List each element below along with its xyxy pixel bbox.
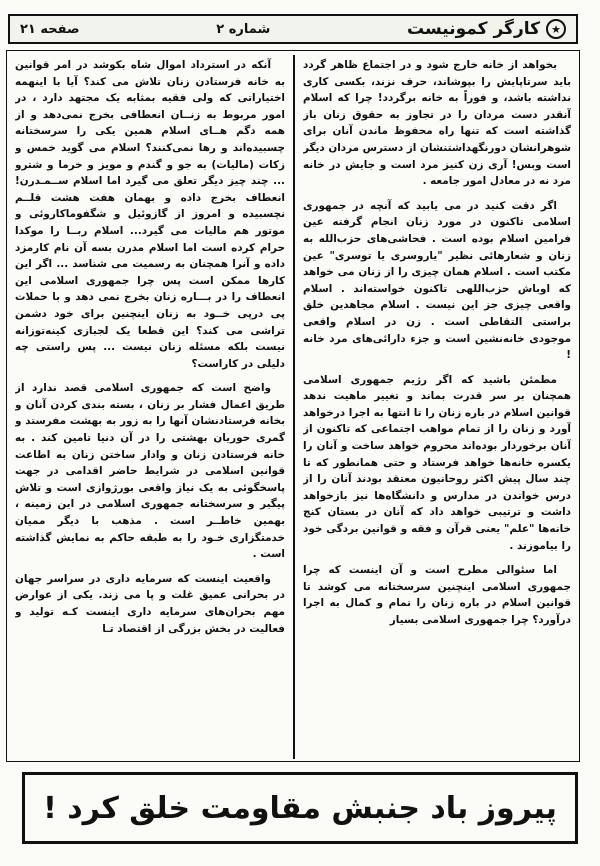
column-right (303, 57, 571, 757)
slogan-text: پیروز باد جنبش مقاومت خلق کرد ! (43, 790, 557, 826)
page-number: صفحه ۲۱ (20, 21, 80, 37)
masthead (407, 19, 566, 39)
paragraph: مطمئن باشید که اگر رژیم جمهوری اسلامی همچنان بر سر قدرت بماند و تغییر ماهیت ندهد قوانین اسلام در باره زنان را تا انتها به اجرا درخواهد آورد و زنان را از تمام مواهب اجتماعی که تاکنون از آنان برخوردار بوده‌اند محروم خواهد ساخت و آنان را یکسره خانه‌ها خواهد فرستاد و حتی همانطور که تا چند سال پیش اکثر روحانیون معتقد بودند آنان را از درس خواندن در مدارس و دانشگاه‌ها نیز بازخواهد داشت و ترتیبی خواهد داد که آنان در بستان کنج خانه‌ها "علم" یعنی قرآن و فقه و قوانین بردگی خود را بیاموزند . (303, 373, 571, 552)
paragraph: واضح است که جمهوری اسلامی قصد ندارد از طریق اعمال فشار بر زنان ، بسته بندی کردن آنان و بخانه فرستادنشان آنها را به زور به بهشت مفرستد و گمری حوریان بهشتی را در آن دنیا تامین کند . به خانه فرستادن زنان و وادار ساختن زنان به اطاعت قوانین اسلامی در شرایط حاضر اقدامی در جهت پاسخگوئی به یک نیاز واقعی بورژوازی است و تلاش پیگیر و سرسختانه جمهوری اسلامی در این زمینه ، بهمین خاطــر است . مذهب با دیگر ممیان خدمتگزاری خـود را به طبقه حاکم به نمایش گذاشته است . (15, 382, 285, 561)
page-header (8, 14, 578, 44)
column-left (15, 57, 285, 757)
paragraph: واقعیت اینست که سرمایه داری در سراسر جهان در بحرانی عمیق غلت و پا می زند. یکی از عوارض مهم بحران‌های سرمایه داری اینست کـه تولید و فعالیت در بخش بزرگی از اقتصاد تـا (15, 572, 285, 635)
paragraph: آنکه در استرداد اموال شاه بکوشد در امر قوانین به خانه فرستادن زنان تلاش می کند؟ آیا با اینهمه اختیاراتی که ولی فقیه بمثابه یک مجتهد دارد ، در امور مربوط به زنــان انعطافی بخرج نمی‌دهد و از همه دگم هــای اسلام همین یکی را سرسختانه چسبیده‌اند و رها نمی‌کنند؟ اسلام می گوید خمس و زکات (مالیات) به جو و گندم و مویز و خرما و شترو ... چند چیز دیگر تعلق می گیرد اما اسلام ســمـدرن! انعطاف بخرج داده و بهمان هفت هشت قلــم نچسبیده و امروز از گازوئیل و شگفوماکاروئی و موتور هم مالیات می گیرد... اسلام ربــا را موکدا حرام کرده است اما اسلام مدرن بسه آن نام کارمزد داده و آنرا همچنان به رسمیت می شناسد ... اگر این کارها ممکن است پس چرا جمهوری اسلامی این انعطاف را در بـــاره زنان بخرج نمی دهد و با حملات پی درپی خــود به زنان اینچنین برای خود دشمن تراشی می کند؟ این قطعا یک لجبازی کینه‌توزانه نیست بلکه مسئله زنان نیست ... پس راستی چه دلیلی در کاراست؟ (15, 59, 285, 370)
paragraph: بخواهد از خانه خارج شود و در اجتماع ظاهر گردد باید سرتاپایش را بپوشاند، حرف نزند، بکسی کاری نداشته باشد، و فوراً به خانه برگردد! چرا که اسلام آنقدر دست مردان را در تجاوز به حقوق زنان باز گذاشته است که تنها راه محفوظ ماندن آنان برای شوهرانشان دورنگهداشتنشان از دسترس مردان دیگر است وبس! آری زن کنیز مرد است و جایش در خانه مرد نه در معادل امور جامعه . (303, 59, 571, 188)
masthead-title: کارگر کمونیست (407, 19, 540, 39)
article-body (6, 50, 580, 762)
column-divider (293, 55, 295, 759)
slogan-banner (22, 772, 578, 844)
star-emblem-icon: ★ (546, 19, 566, 39)
issue-number: شماره ۲ (216, 21, 271, 37)
paragraph: اما سئوالی مطرح است و آن اینست که چرا جمهوری اسلامی اینچنین سرسختانه می کوشد تا قوانین اسلام در باره زنان را تمام و کمال به اجرا درآورد؟ چرا جمهوری اسلامی بسیار (303, 564, 571, 626)
paragraph: اگر دقت کنید در می یابید که آنچه در جمهوری اسلامی تاکنون در مورد زنان انجام گرفته عین فرامین اسلام بوده است . فحاشی‌های حزب‌الله به زنان و شعارهائی نظیر "یاروسری یا توسری" عین مکتب است . اسلام همان چیزی را از زنان می خواهد که اوباش حزب‌اللهی تاکنون خواسته‌اند . اسلام واقعی چیزی جز این نیست . اسلام مجاهدین خلق براستی التقاطی است . زن در اسلام واقعی موجودی خانه‌نشین است و جزء دارائی‌های مرد خانه ! (303, 199, 571, 362)
